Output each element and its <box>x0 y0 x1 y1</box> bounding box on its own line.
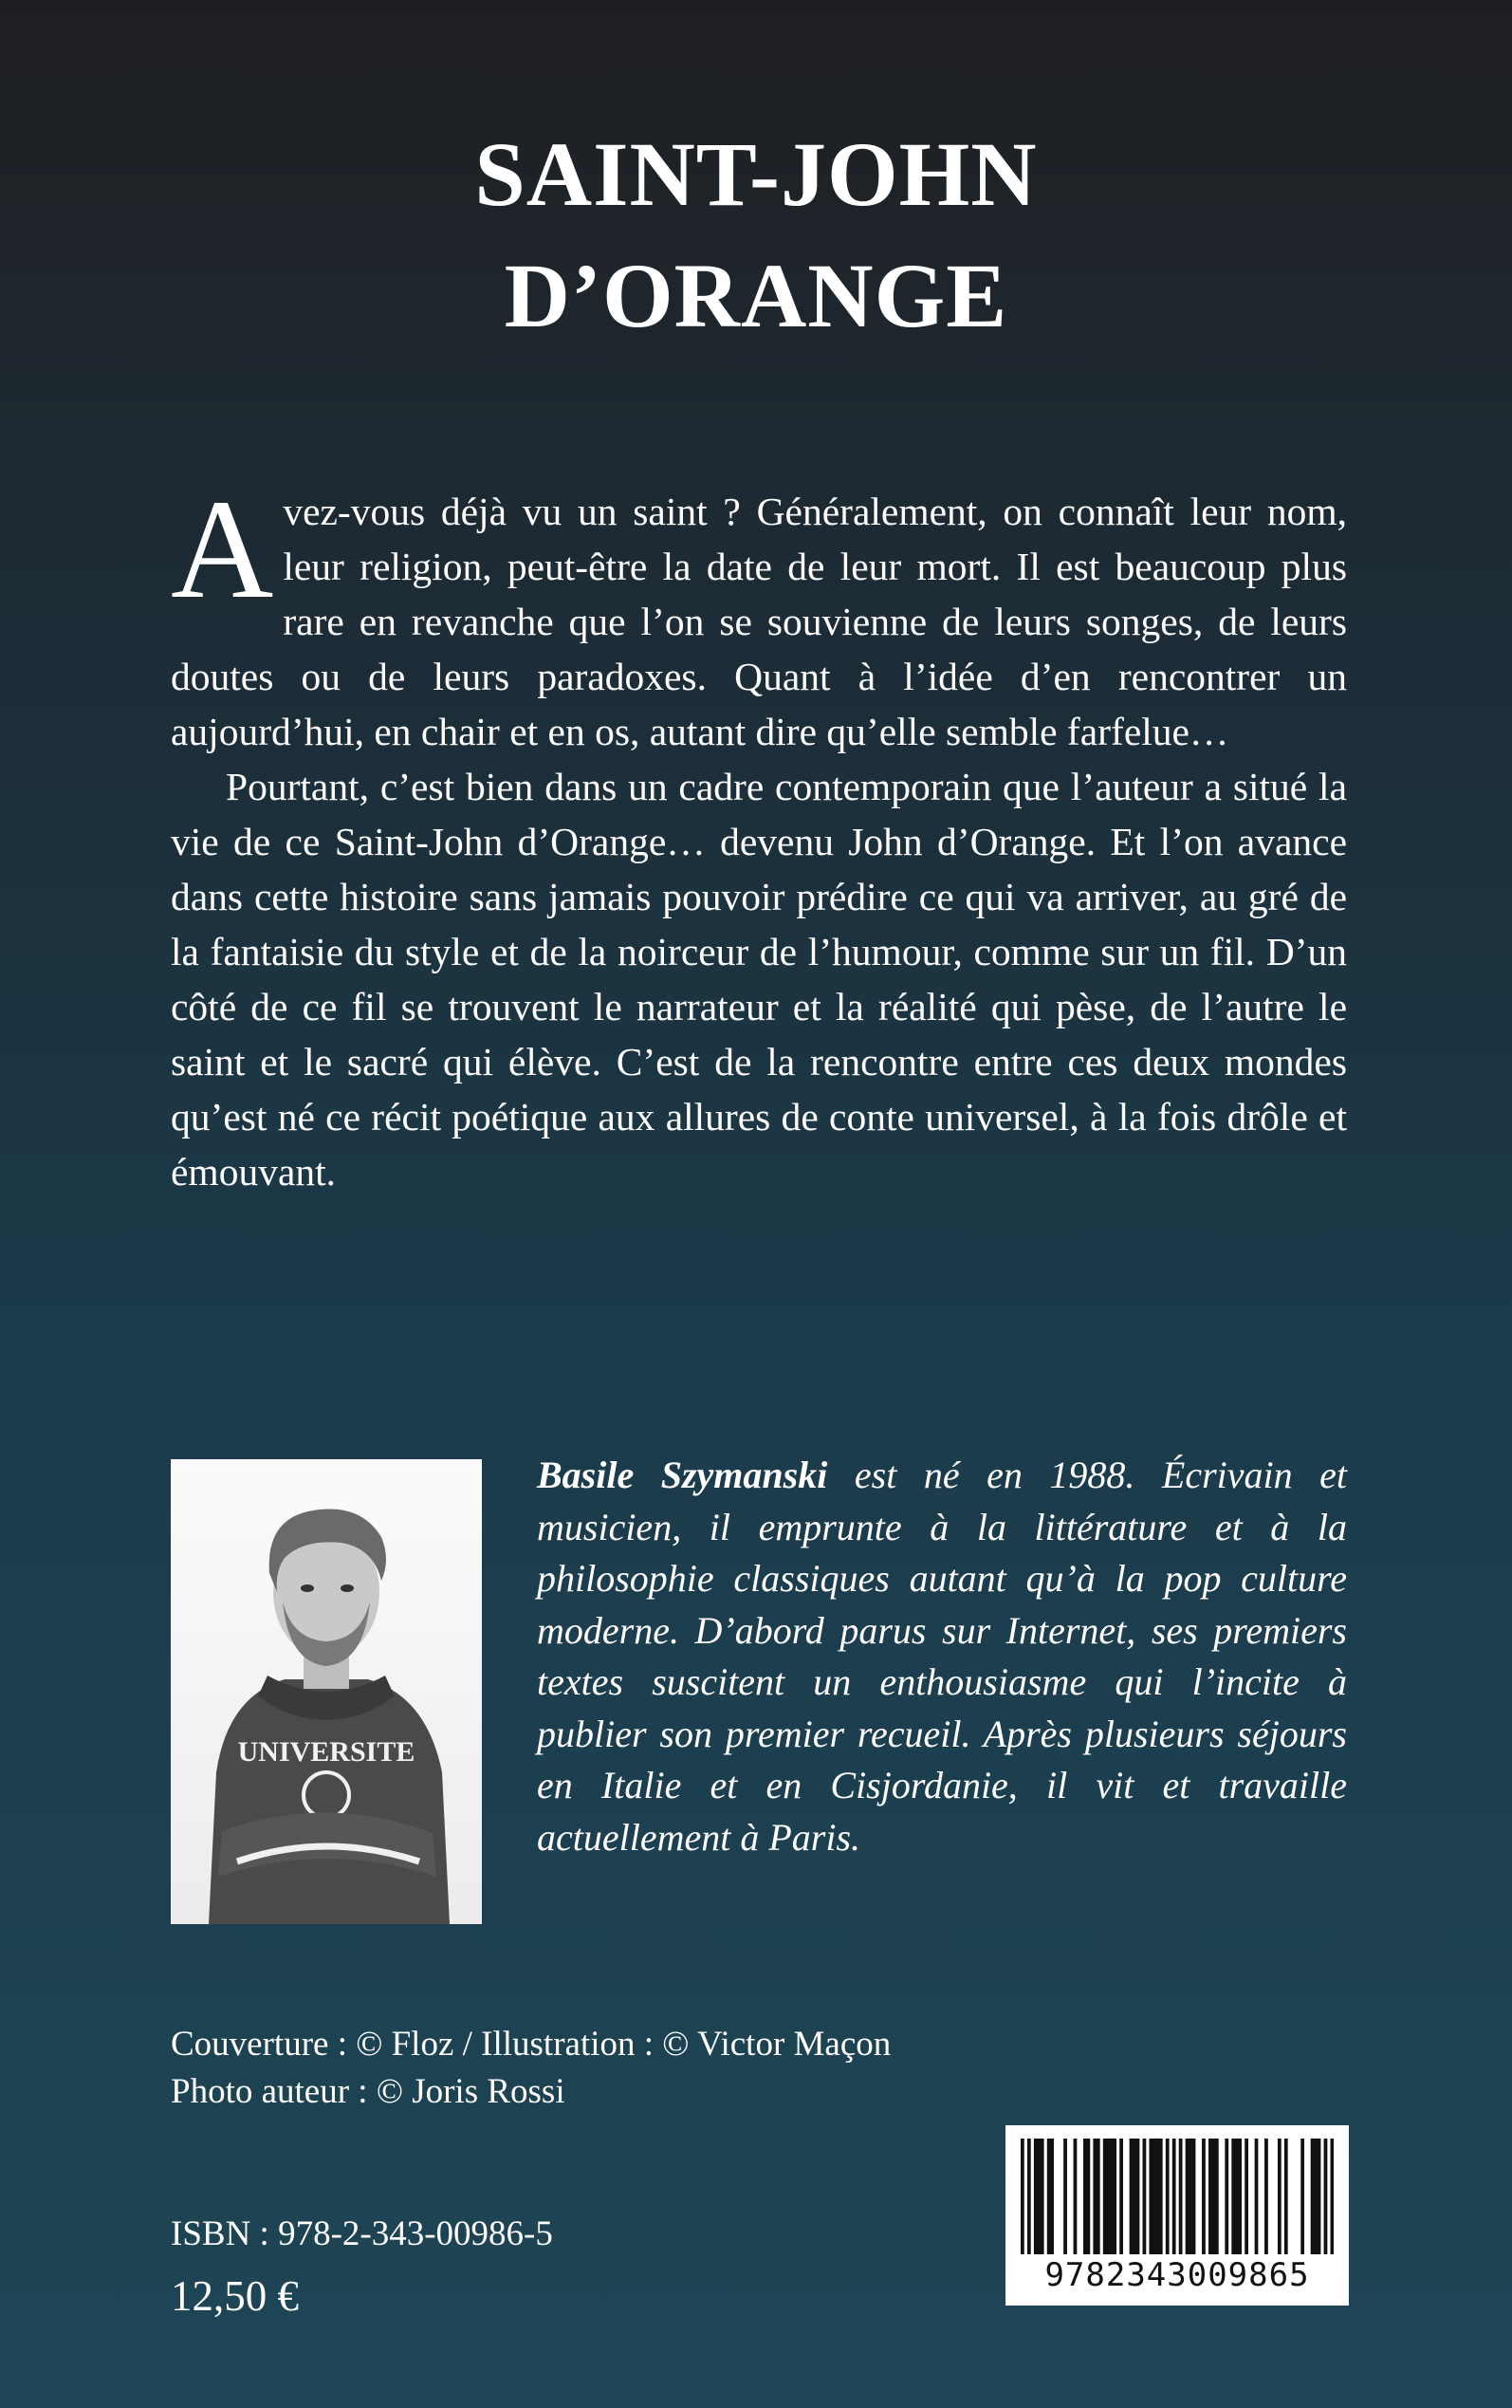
barcode-bar <box>1113 2139 1116 2254</box>
synopsis-paragraph-1 <box>171 471 1347 759</box>
barcode-bar <box>1208 2139 1212 2254</box>
author-name: Basile Szymanski <box>537 1454 828 1496</box>
barcode-bar <box>1149 2139 1152 2254</box>
svg-text:UNIVERSITE: UNIVERSITE <box>237 1736 415 1768</box>
barcode-bar <box>1136 2139 1140 2254</box>
synopsis <box>171 471 1347 1199</box>
barcode-bar <box>1021 2139 1024 2254</box>
price: 12,50 € <box>171 2272 299 2320</box>
barcode-bar <box>1331 2139 1334 2254</box>
barcode-bar <box>1050 2139 1054 2254</box>
barcode-bar <box>1063 2139 1067 2254</box>
barcode-bar <box>1119 2139 1123 2254</box>
barcode-bar <box>1318 2139 1321 2254</box>
barcode-bar <box>1143 2139 1147 2254</box>
barcode-bar <box>1047 2139 1051 2254</box>
barcode-bar <box>1300 2139 1304 2254</box>
barcode-bar <box>1238 2139 1242 2254</box>
barcode-bar <box>1041 2139 1044 2254</box>
barcode-bar <box>1278 2139 1282 2254</box>
synopsis-paragraph-2: Pourtant, c’est bien dans un cadre contemporain que l’auteur a situé la vie de ce Saint-John d’Orange… devenu John d’Orange. Et l’on avance dans cette histoire sans jamais pouvoir prédire ce qui va arriver, au gré de la fantaisie du style et de la noirceur de l’humour, comme sur un fil. D’un côté de ce fil se trouvent le narrateur et la réalité qui pèse, de l’autre le saint et le sacré qui élève. C’est de la rencontre entre ces deux mondes qu’est né ce récit poétique aux allures de conte universel, à la fois drôle et émouvant. <box>171 765 1347 1194</box>
barcode-bar <box>1179 2139 1183 2254</box>
barcode-bar <box>1083 2139 1087 2254</box>
photo-credit: Photo auteur : © Joris Rossi <box>171 2072 565 2111</box>
barcode-bar <box>1245 2139 1248 2254</box>
book-title-line-1: SAINT-JOHN <box>474 123 1038 225</box>
barcode-bar <box>1110 2139 1114 2254</box>
barcode-bar <box>1231 2139 1235 2254</box>
barcode-bar <box>1086 2139 1090 2254</box>
book-title-line-2: D’ORANGE <box>504 245 1008 346</box>
barcode-bar <box>1311 2139 1315 2254</box>
author-portrait-illustration <box>171 1459 482 1924</box>
barcode-bars <box>1021 2139 1334 2262</box>
barcode-bar <box>1189 2139 1192 2254</box>
barcode-bar <box>1106 2139 1110 2254</box>
barcode-bar <box>1225 2139 1228 2254</box>
barcode-bar <box>1097 2139 1100 2254</box>
book-title <box>0 114 1512 357</box>
author-bio <box>537 1450 1347 1863</box>
author-bio-text: est né en 1988. Écrivain et musicien, il emprunte à la littérature et à la philosophie classiques autant qu’à la pop culture moderne. D’abord parus sur Internet, ses premiers textes suscitent un enthousiasme qui l’incite à publier son premier recueil. Après plusieurs séjours en Italie et en Cisjordanie, il vit et travaille actuellement à Paris. <box>537 1454 1347 1859</box>
barcode-bar <box>1324 2139 1328 2254</box>
barcode-bar <box>1235 2139 1239 2254</box>
author-photo <box>171 1459 482 1924</box>
barcode-bar <box>1166 2139 1170 2254</box>
barcode-bar <box>1130 2139 1134 2254</box>
barcode-bar <box>1155 2139 1159 2254</box>
barcode-digits: 9782343009865 <box>1044 2256 1310 2294</box>
barcode-bar <box>1159 2139 1163 2254</box>
barcode-bar <box>1037 2139 1041 2254</box>
barcode-bar <box>1103 2139 1107 2254</box>
barcode-bar <box>1027 2139 1031 2254</box>
barcode-bar <box>1255 2139 1259 2254</box>
synopsis-paragraph-1-text: vez-vous déjà vu un saint ? Généralement, on connaît leur nom, leur religion, peut-être la date de leur mort. Il est beaucoup plus rare en revanche que l’on se souvienne de leurs songes, de leurs doutes ou de leurs paradoxes. Quant à l’idée d’en rencontrer un aujourd’hui, en chair et en os, autant dire qu’elle semble farfelue… <box>171 490 1347 753</box>
barcode-bar <box>1314 2139 1318 2254</box>
barcode-bar <box>1172 2139 1176 2254</box>
barcode-bar <box>1284 2139 1288 2254</box>
barcode-bar <box>1133 2139 1136 2254</box>
credits <box>171 2021 891 2116</box>
barcode-bar <box>1215 2139 1219 2254</box>
cover-credit: Couverture : © Floz / Illustration : © Victor Maçon <box>171 2025 892 2064</box>
barcode-bar <box>1093 2139 1097 2254</box>
barcode-bar <box>1034 2139 1038 2254</box>
barcode <box>1005 2125 1349 2306</box>
drop-cap: A <box>171 471 274 628</box>
barcode-bar <box>1186 2139 1189 2254</box>
barcode-bar <box>1152 2139 1156 2254</box>
barcode-bar <box>1264 2139 1268 2254</box>
barcode-bar <box>1074 2139 1078 2254</box>
barcode-bar <box>1192 2139 1196 2254</box>
barcode-bar <box>1202 2139 1206 2254</box>
barcode-bar <box>1211 2139 1215 2254</box>
isbn: ISBN : 978-2-343-00986-5 <box>171 2214 553 2253</box>
